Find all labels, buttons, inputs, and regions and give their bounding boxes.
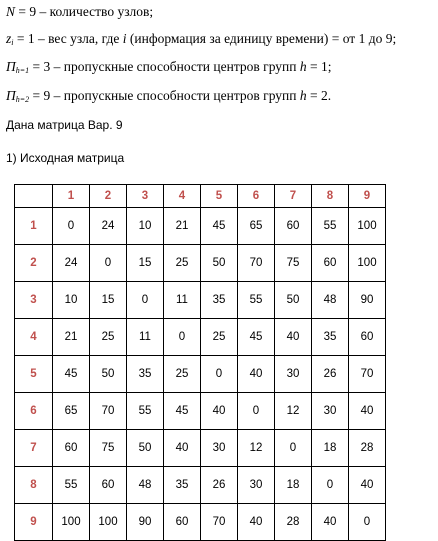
param-z-text-a: = 1 – вес узла, где	[13, 31, 123, 46]
matrix-cell: 40	[201, 393, 238, 430]
row-header: 6	[15, 393, 53, 430]
column-header: 9	[349, 185, 386, 208]
matrix-cell: 21	[53, 319, 90, 356]
table-row	[15, 467, 386, 504]
matrix-cell: 0	[127, 282, 164, 319]
table-row	[15, 393, 386, 430]
matrix-cell: 60	[53, 430, 90, 467]
param-n-line	[6, 4, 153, 20]
param-z-line	[6, 31, 396, 47]
matrix-cell: 0	[90, 245, 127, 282]
matrix-cell: 60	[90, 467, 127, 504]
table-row	[15, 208, 386, 245]
matrix-cell: 90	[127, 504, 164, 541]
matrix-cell: 100	[90, 504, 127, 541]
matrix-cell: 45	[238, 319, 275, 356]
row-header: 7	[15, 430, 53, 467]
param-p1-text-b: = 1;	[306, 59, 332, 74]
matrix-cell: 55	[312, 208, 349, 245]
row-header: 2	[15, 245, 53, 282]
matrix-cell: 60	[275, 208, 312, 245]
var-n: N	[6, 4, 16, 19]
matrix-cell: 30	[201, 430, 238, 467]
matrix-cell: 35	[164, 467, 201, 504]
row-header: 4	[15, 319, 53, 356]
param-p2-line	[6, 88, 331, 104]
row-header: 1	[15, 208, 53, 245]
matrix-cell: 90	[349, 282, 386, 319]
matrix-cell: 25	[164, 356, 201, 393]
matrix-cell: 40	[238, 504, 275, 541]
matrix-cell: 26	[312, 356, 349, 393]
matrix-cell: 70	[201, 504, 238, 541]
row-header: 3	[15, 282, 53, 319]
param-p2-text-b: = 2.	[306, 88, 332, 103]
matrix-cell: 40	[164, 430, 201, 467]
matrix-cell: 30	[312, 393, 349, 430]
column-header: 8	[312, 185, 349, 208]
matrix-cell: 70	[349, 356, 386, 393]
var-p1-sub: h=1	[15, 66, 30, 75]
matrix-cell: 48	[127, 467, 164, 504]
matrix-cell: 70	[90, 393, 127, 430]
matrix-cell: 0	[238, 393, 275, 430]
matrix-cell: 35	[127, 356, 164, 393]
section-heading: 1) Исходная матрица	[6, 151, 125, 165]
column-header: 1	[53, 185, 90, 208]
matrix-cell: 18	[312, 430, 349, 467]
matrix-cell: 25	[201, 319, 238, 356]
matrix-header-row	[15, 185, 386, 208]
table-row	[15, 430, 386, 467]
var-z: z	[6, 31, 12, 46]
param-p2-text-a: = 9 – пропускные способности центров групп	[29, 88, 300, 103]
table-row	[15, 245, 386, 282]
matrix-cell: 11	[164, 282, 201, 319]
matrix-cell: 11	[127, 319, 164, 356]
given-matrix-text: Дана матрица Вар. 9	[6, 118, 123, 132]
matrix-cell: 55	[238, 282, 275, 319]
matrix-cell: 55	[53, 467, 90, 504]
var-z-sub: i	[11, 38, 14, 47]
matrix-cell: 0	[312, 467, 349, 504]
matrix-cell: 40	[275, 319, 312, 356]
matrix-cell: 100	[53, 504, 90, 541]
matrix-cell: 40	[349, 467, 386, 504]
matrix-cell: 0	[201, 356, 238, 393]
matrix-cell: 26	[201, 467, 238, 504]
matrix-cell: 60	[164, 504, 201, 541]
matrix-cell: 50	[275, 282, 312, 319]
column-header: 7	[275, 185, 312, 208]
column-header: 6	[238, 185, 275, 208]
matrix-cell: 40	[312, 504, 349, 541]
table-row	[15, 356, 386, 393]
var-h2: h	[299, 88, 307, 103]
matrix-cell: 100	[349, 245, 386, 282]
matrix-cell: 45	[53, 356, 90, 393]
matrix-cell: 30	[238, 467, 275, 504]
matrix-cell: 40	[238, 356, 275, 393]
matrix-cell: 0	[164, 319, 201, 356]
matrix-cell: 50	[90, 356, 127, 393]
param-n-text: = 9 – количество узлов;	[15, 4, 154, 19]
matrix-cell: 40	[349, 393, 386, 430]
matrix-cell: 35	[201, 282, 238, 319]
column-header: 3	[127, 185, 164, 208]
matrix-cell: 75	[275, 245, 312, 282]
matrix-cell: 55	[127, 393, 164, 430]
matrix-cell: 28	[349, 430, 386, 467]
matrix-cell: 24	[53, 245, 90, 282]
table-row	[15, 282, 386, 319]
matrix-cell: 0	[275, 430, 312, 467]
table-row	[15, 319, 386, 356]
matrix-cell: 65	[53, 393, 90, 430]
matrix-cell: 10	[53, 282, 90, 319]
matrix-cell: 30	[275, 356, 312, 393]
matrix-cell: 12	[275, 393, 312, 430]
param-z-text-b: (информация за единицу времени) = от 1 до 9;	[126, 31, 397, 46]
matrix-cell: 21	[164, 208, 201, 245]
var-p2-sub: h=2	[15, 95, 30, 104]
matrix-cell: 48	[312, 282, 349, 319]
var-h1: h	[299, 59, 307, 74]
row-header: 5	[15, 356, 53, 393]
column-header: 2	[90, 185, 127, 208]
matrix-cell: 70	[238, 245, 275, 282]
matrix-cell: 28	[275, 504, 312, 541]
param-p1-text-a: = 3 – пропускные способности центров групп	[29, 59, 300, 74]
param-p1-line	[6, 59, 331, 75]
var-p2: П	[6, 88, 16, 103]
matrix-cell: 25	[164, 245, 201, 282]
matrix-cell: 75	[90, 430, 127, 467]
matrix-cell: 100	[349, 208, 386, 245]
matrix-cell: 0	[349, 504, 386, 541]
matrix-cell: 24	[90, 208, 127, 245]
row-header: 9	[15, 504, 53, 541]
matrix-cell: 25	[90, 319, 127, 356]
matrix-cell: 60	[312, 245, 349, 282]
matrix-cell: 15	[90, 282, 127, 319]
table-row	[15, 504, 386, 541]
matrix-cell: 35	[312, 319, 349, 356]
distance-matrix-table	[14, 184, 386, 541]
matrix-cell: 15	[127, 245, 164, 282]
matrix-cell: 60	[349, 319, 386, 356]
matrix-cell: 10	[127, 208, 164, 245]
matrix-cell: 65	[238, 208, 275, 245]
matrix-cell: 45	[164, 393, 201, 430]
var-i: i	[122, 31, 127, 46]
matrix-cell: 45	[201, 208, 238, 245]
var-p1: П	[6, 59, 16, 74]
matrix-body	[15, 185, 386, 541]
matrix-cell: 18	[275, 467, 312, 504]
matrix-cell: 50	[127, 430, 164, 467]
matrix-corner-cell	[15, 185, 53, 208]
matrix-cell: 12	[238, 430, 275, 467]
column-header: 5	[201, 185, 238, 208]
row-header: 8	[15, 467, 53, 504]
matrix-cell: 0	[53, 208, 90, 245]
column-header: 4	[164, 185, 201, 208]
matrix-cell: 50	[201, 245, 238, 282]
